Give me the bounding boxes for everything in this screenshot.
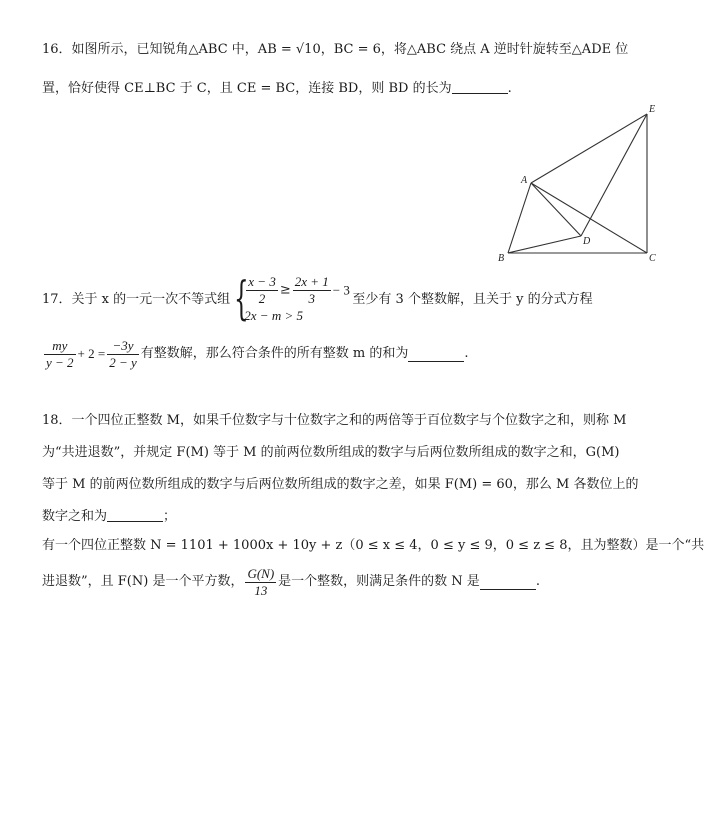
ineq1-left-denominator: 2 [258,291,266,306]
segment-ab [508,183,531,253]
segment-ad [531,183,581,236]
q18-line4 [42,507,176,527]
segment-de [581,114,647,236]
q18-line6-pre: 进退数”，且 F(N) 是一个平方数， [42,574,244,589]
inequality-system [234,271,350,326]
ineq1-right-numerator: 2x + 1 [294,274,329,289]
segment-ae [531,114,647,183]
q17-line1 [42,272,593,329]
q16-line2-text: 置，恰好使得 CE⊥BC 于 C，且 CE = BC，连接 BD，则 BD 的长为 [42,81,452,96]
q18-line6-post: 是一个整数，则满足条件的数 N 是 [278,574,480,589]
q18-line3: 等于 M 的前两位数所组成的数字与后两位数所组成的数字之差，如果 F(M) = 60，那么 M 各数位上的 [42,477,639,492]
q18-line5: 有一个四位正整数 N = 1101 + 1000x + 10y + z（0 ≤ x ≤ 4，0 ≤ y ≤ 9，0 ≤ z ≤ 8，且为整数）是一个“共 [42,538,705,553]
point-label-d: D [583,236,591,247]
q17-suffix: 至少有 3 个整数解，且关于 y 的分式方程 [352,292,593,307]
eq-middle: + 2 = [77,346,106,361]
answer-blank-18a [107,507,163,522]
point-label-e: E [649,104,656,115]
eq-frac2-numerator: −3y [107,338,139,355]
q16-line1: 16．如图所示，已知锐角△ABC 中，AB = √10，BC = 6，将△ABC 绕点 A 逆时针旋转至△ADE 位 [42,42,629,57]
brace-icon: { [234,271,249,325]
geometry-figure [495,100,665,270]
ineq1-tail: − 3 [332,282,350,298]
q18-line1: 18．一个四位正整数 M，如果千位数字与十位数字之和的两倍等于百位数字与个位数字之和，则称 M [42,413,627,428]
ineq1-relation: ≥ [279,282,291,298]
ineq1-left-numerator: x − 3 [248,274,276,289]
eq-frac2-denominator: 2 − y [109,354,137,370]
answer-blank-18b [480,575,536,590]
eq-frac1-denominator: y − 2 [46,354,74,370]
q18-line4-text: 数字之和为 [42,509,108,524]
answer-blank-16 [452,79,508,94]
q17-prefix: 17．关于 x 的一元一次不等式组 [42,292,231,307]
q16-line2-end: . [507,81,512,96]
q16-line2 [42,79,512,99]
point-label-b: B [498,253,505,264]
eq-frac1-numerator: my [44,338,76,355]
q17-line2 [42,334,469,375]
g-over-13-numerator: G(N) [247,565,275,581]
g-over-13-denominator: 13 [254,582,268,598]
q18-line6 [42,562,540,603]
q18-line4-end: ； [163,509,177,524]
inequality-2: 2x − m > 5 [244,308,303,323]
q18-line6-end: . [535,574,540,589]
q17-line2-end: . [464,346,469,361]
q18-line2: 为“共进退数”，并规定 F(M) 等于 M 的前两位数所组成的数字与后两位数所组成的数字之和，G(M) [42,445,620,460]
q17-line2-text: 有整数解，那么符合条件的所有整数 m 的和为 [140,346,409,361]
point-label-c: C [649,253,656,264]
ineq1-right-denominator: 3 [308,291,315,306]
answer-blank-17 [408,347,464,362]
segment-bd [508,236,581,253]
point-label-a: A [521,175,528,186]
